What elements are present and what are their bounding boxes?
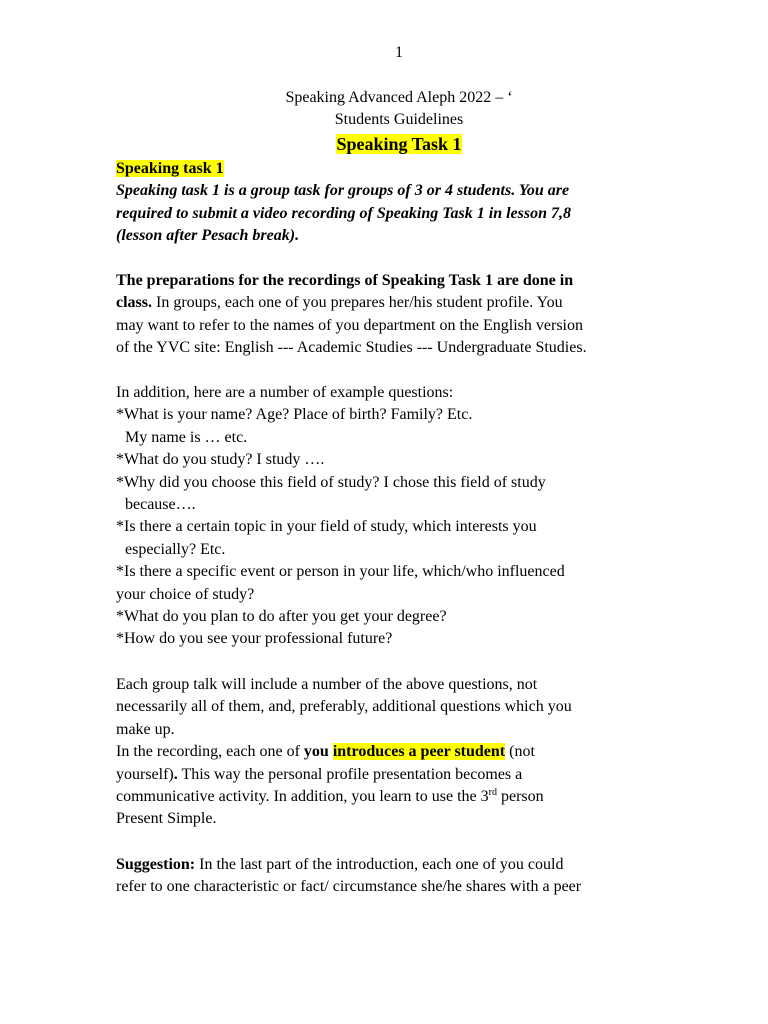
yourself-text: yourself) bbox=[116, 765, 174, 783]
question-line: *How do you see your professional future? bbox=[116, 630, 393, 648]
question-line: especially? Etc. bbox=[125, 540, 226, 558]
intro-heading: Speaking task 1 bbox=[116, 160, 224, 177]
prep-line-4: of the YVC site: English --- Academic Studies --- Undergraduate Studies. bbox=[116, 339, 587, 357]
suggestion-line-2: refer to one characteristic or fact/ circumstance she/he shares with a peer bbox=[116, 878, 582, 896]
group-talk-line-3: make up. bbox=[116, 720, 175, 738]
communicative-sup: rd bbox=[488, 787, 497, 799]
suggestion-line-1-rest: In the last part of the introduction, each one of you could bbox=[195, 856, 564, 873]
communicative-pre: communicative activity. In addition, you learn to use the 3 bbox=[116, 788, 489, 806]
page-title-text: Speaking Task 1 bbox=[336, 134, 462, 154]
prep-bold-line-1: The preparations for the recordings of Speaking Task 1 are done in bbox=[116, 272, 574, 289]
group-talk-line-2: necessarily all of them, and, preferably, additional questions which you bbox=[116, 698, 572, 716]
prep-bold-line-2: class. bbox=[116, 294, 152, 312]
present-simple-line: Present Simple. bbox=[116, 810, 217, 828]
page-title bbox=[0, 132, 768, 156]
suggestion-label: Suggestion: bbox=[116, 856, 196, 873]
intro-line-3: (lesson after Pesach break). bbox=[116, 227, 300, 245]
questions-section bbox=[116, 382, 676, 651]
intro-line-2: required to submit a video recording of Speaking Task 1 in lesson 7,8 bbox=[116, 204, 571, 222]
group-talk-section bbox=[116, 674, 676, 831]
yourself-line bbox=[116, 764, 676, 786]
prep-section bbox=[116, 270, 676, 360]
recording-highlight: introduces a peer student bbox=[332, 743, 506, 761]
recording-you: you bbox=[303, 743, 329, 761]
question-line: My name is … etc. bbox=[125, 428, 248, 446]
recording-line bbox=[116, 741, 676, 763]
recording-post: (not bbox=[505, 743, 535, 761]
yourself-rest: This way the personal profile presentation becomes a bbox=[177, 765, 523, 783]
header-line-1: Speaking Advanced Aleph 2022 – ‘ bbox=[285, 89, 513, 106]
yourself-period: . bbox=[173, 765, 178, 783]
question-line: *What do you study? I study …. bbox=[116, 451, 325, 469]
question-line: *What do you plan to do after you get your degree? bbox=[116, 608, 447, 626]
question-line: *Is there a specific event or person in your life, which/who influenced bbox=[116, 563, 565, 581]
page-number: 1 bbox=[395, 44, 403, 61]
question-line: *What is your name? Age? Place of birth? Family? Etc. bbox=[116, 406, 473, 424]
intro-line-1: Speaking task 1 is a group task for groups of 3 or 4 students. You are bbox=[116, 182, 570, 200]
question-line: *Is there a certain topic in your field of study, which interests you bbox=[116, 518, 537, 536]
communicative-post: person bbox=[496, 788, 544, 806]
group-talk-line-1: Each group talk will include a number of the above questions, not bbox=[116, 676, 538, 693]
question-line: *Why did you choose this field of study? I chose this field of study bbox=[116, 473, 546, 491]
recording-pre: In the recording, each one of bbox=[116, 743, 304, 761]
prep-line-3: may want to refer to the names of you department on the English version bbox=[116, 316, 583, 334]
suggestion-section bbox=[116, 854, 676, 899]
question-line: because…. bbox=[125, 496, 196, 514]
intro-section bbox=[116, 158, 676, 248]
question-line: your choice of study? bbox=[116, 585, 255, 603]
header-line-2: Students Guidelines bbox=[334, 111, 464, 128]
questions-intro: In addition, here are a number of example questions: bbox=[116, 384, 454, 401]
communicative-line bbox=[116, 786, 676, 808]
prep-line-2-rest: In groups, each one of you prepares her/his student profile. You bbox=[152, 294, 563, 312]
